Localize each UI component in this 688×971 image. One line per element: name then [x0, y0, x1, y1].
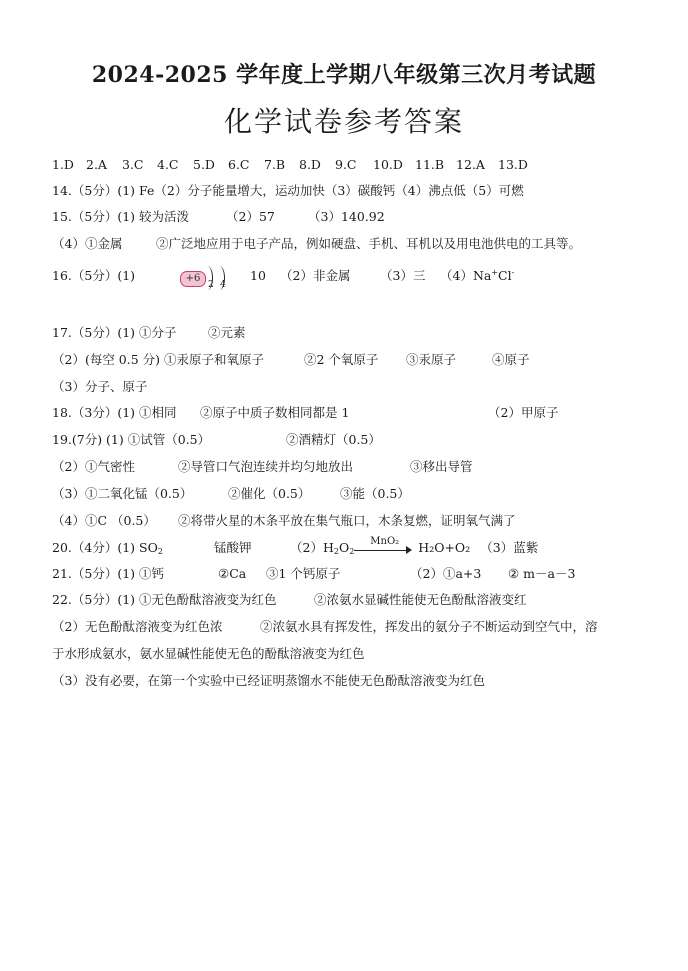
q16-part2: （2）非金属 — [280, 268, 351, 283]
q15-line1 — [52, 208, 385, 226]
q15-part2: （2）57 — [226, 209, 275, 224]
mc-answer: 10.D — [373, 157, 403, 172]
mc-answers-row — [52, 156, 528, 174]
mc-answer: 13.D — [498, 157, 528, 172]
q19-part1b: ②酒精灯（0.5） — [286, 432, 381, 447]
mc-answer: 12.A — [456, 157, 485, 172]
q15-part4a: （4）①金属 — [52, 236, 123, 251]
q17-part1b: ②元素 — [208, 325, 246, 340]
reaction-arrow — [354, 535, 414, 558]
q22-part1a: 22.（5分）(1) ①无色酚酞溶液变为红色 — [52, 592, 277, 607]
nucleus-circle: +6 — [180, 271, 206, 287]
q18-part2: （2）甲原子 — [488, 405, 559, 420]
q17-part2a: （2）(每空 0.5 分) ①汞原子和氧原子 — [52, 352, 265, 367]
q16-line — [52, 260, 514, 290]
q19-part3c: ③能（0.5） — [340, 486, 410, 501]
exam-title: 2024-2025 学年度上学期八年级第三次月考试题 — [91, 62, 597, 88]
q21-part2a: （2）①a+3 — [410, 566, 482, 581]
q16-head: 16.（5分）(1) — [52, 268, 136, 283]
q17-part2c: ③汞原子 — [406, 352, 457, 367]
sodium-ion-charge: + — [491, 268, 499, 277]
arrow-head-icon — [406, 546, 412, 554]
q15-part4b: ②广泛地应用于电子产品，例如硬盘、手机、耳机以及用电池供电的工具等。 — [156, 236, 582, 251]
q19-part1a: 19.(7分) (1) ①试管（0.5） — [52, 432, 211, 447]
q21-line — [52, 565, 575, 583]
q21-part1c: ③1 个钙原子 — [266, 566, 341, 581]
q17-part2d: ④原子 — [492, 352, 530, 367]
q19-line3 — [52, 485, 410, 503]
q21-part1b: ②Ca — [218, 566, 247, 581]
q17-part1a: 17.（5分）(1) ①分子 — [52, 325, 177, 340]
mc-answer: 11.B — [415, 157, 445, 172]
sodium-ion: （4）Na — [440, 268, 492, 283]
q18-line — [52, 404, 558, 422]
q22-part2a: （2）无色酚酞溶液变为红色浓 — [52, 619, 223, 634]
q15-part3: （3）140.92 — [308, 209, 385, 224]
q14-answer: 14.（5分）(1) Fe（2）分子能量增大，运动加快（3）碳酸钙（4）沸点低（5）可燃 — [52, 183, 524, 198]
hydrogen-peroxide-h: （2）H — [290, 540, 334, 555]
q22-part1b: ②浓氨水显碱性能使无色酚酞溶液变红 — [314, 592, 527, 607]
o-subscript: 2 — [349, 547, 355, 556]
q22-line4: （3）没有必要，在第一个实验中已经证明蒸馏水不能使无色酚酞溶液变为红色 — [52, 673, 485, 688]
q20-line — [52, 535, 539, 562]
q17-part2b: ②2 个氧原子 — [304, 352, 379, 367]
sulfur-dioxide-subscript: 2 — [157, 547, 163, 556]
answer-key-title: 化学试卷参考答案 — [223, 105, 464, 138]
mc-answer: 9.C — [335, 157, 357, 172]
hydrogen-peroxide-o: O — [338, 540, 350, 555]
q19-line1 — [52, 431, 381, 449]
mc-answer: 1.D — [52, 157, 74, 172]
mc-answer: 4.C — [157, 157, 179, 172]
chloride-ion-charge: - — [511, 268, 515, 277]
mc-answer: 2.A — [86, 157, 107, 172]
mc-answer: 3.C — [122, 157, 144, 172]
q22-line2 — [52, 618, 598, 636]
catalyst-label: MnO₂ — [370, 535, 400, 547]
q20-part3: （3）蓝紫 — [480, 540, 539, 555]
q19-line2 — [52, 458, 473, 476]
q15-line2 — [52, 235, 581, 253]
q22-line3: 于水形成氨水，氨水显碱性能使无色的酚酞溶液变为红色 — [52, 646, 365, 661]
q16-part-a: 10 — [250, 268, 266, 283]
shell-electron-count: 4 — [220, 279, 226, 290]
q15-part1: 15.（5分）(1) 较为活泼 — [52, 209, 190, 224]
q16-part4 — [440, 260, 498, 289]
mc-answer: 5.D — [193, 157, 215, 172]
mc-answer: 7.B — [264, 157, 286, 172]
reaction-products: H₂O+O₂ — [418, 540, 471, 555]
mc-answer: 8.D — [299, 157, 321, 172]
q19-part4b: ②将带火星的木条平放在集气瓶口，木条复燃，证明氧气满了 — [178, 513, 516, 528]
shell-electron-count: 2 — [208, 279, 214, 290]
q19-part2b: ②导管口气泡连续并均匀地放出 — [178, 459, 354, 474]
carbon-atom-structure-diagram — [176, 264, 232, 290]
q17-line3: （3）分子、原子 — [52, 379, 148, 394]
q20-part2 — [290, 538, 354, 562]
q20-part1 — [52, 538, 214, 562]
q18-part1b: ②原子中质子数相同都是 1 — [200, 405, 350, 420]
q17-line1 — [52, 324, 246, 342]
q22-part2b: ②浓氨水具有挥发性，挥发出的氨分子不断运动到空气中，溶 — [260, 619, 598, 634]
q19-part3b: ②催化（0.5） — [228, 486, 311, 501]
q19-part3a: （3）①二氧化锰（0.5） — [52, 486, 193, 501]
potassium-manganate: 锰酸钾 — [214, 540, 252, 555]
q19-part2a: （2）①气密性 — [52, 459, 135, 474]
q21-part1a: 21.（5分）(1) ①钙 — [52, 566, 165, 581]
q16-part3: （3）三 — [380, 268, 426, 283]
chloride-ion-group — [498, 260, 514, 289]
q19-line4 — [52, 512, 516, 530]
q18-part1a: 18.（3分）(1) ①相同 — [52, 405, 177, 420]
q19-part2c: ③移出导管 — [410, 459, 473, 474]
sulfur-dioxide: 20.（4分）(1) SO — [52, 540, 158, 555]
h-subscript: 2 — [333, 547, 339, 556]
q17-line2 — [52, 351, 530, 369]
mc-answer: 6.C — [228, 157, 250, 172]
chloride-ion: Cl — [498, 268, 512, 283]
q19-part4a: （4）①C （0.5） — [52, 513, 156, 528]
q22-line1 — [52, 591, 527, 609]
q21-part2b: ② m－a－3 — [508, 566, 576, 581]
